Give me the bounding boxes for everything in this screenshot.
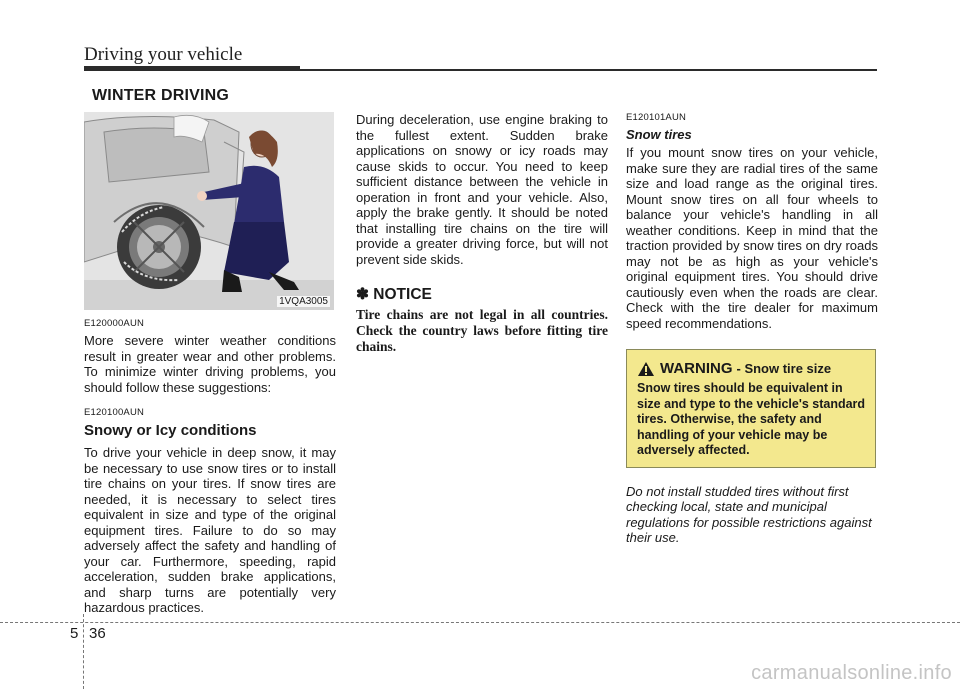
warning-triangle-icon [637, 361, 655, 377]
column-2 [356, 112, 608, 355]
footer-rule [0, 622, 960, 623]
notice-title: ✽ NOTICE [356, 286, 432, 303]
illustration-code: 1VQA3005 [279, 296, 328, 307]
snowy-code: E120100AUN [84, 407, 145, 418]
section-title: WINTER DRIVING [92, 87, 230, 104]
header-rule-thick [84, 66, 300, 71]
column-3 [626, 112, 878, 546]
warning-header [637, 360, 867, 377]
header-rule-thin [300, 69, 877, 71]
chapter-number: 5 [70, 625, 79, 642]
footer-divider [83, 614, 84, 689]
deceleration-paragraph: During deceleration, use engine braking to the fullest extent. Sudden brake applications on snowy or icy roads may cause skids to occur. You need to keep sufficient distance between the vehicle in operation in front and your vehicle. Also, apply the brake gently. It should be noted that installing tire chains on the tire will provide a greater driving force, but will not prevent side skids. [356, 112, 608, 267]
snowy-paragraph: To drive your vehicle in deep snow, it may be necessary to use snow tires or to install tire chains on your tires. If snow tires are needed, it is necessary to select tires equivalent in size and type of the original equipment tires. Failure to do so may adversely affect the safety and handling of your car. Furthermore, speeding, rapid acceleration, sudden brake applications, and sharp turns are potentially very hazardous practices. [84, 445, 336, 615]
intro-paragraph: More severe winter weather conditions result in greater wear and other problems. To minimize winter driving problems, you should follow these suggestions: [84, 333, 336, 395]
warning-box [626, 349, 876, 468]
notice-text: Tire chains are not legal in all countries. Check the country laws before fitting tire chains. [356, 307, 608, 354]
warning-subject: - Snow tire size [736, 361, 832, 376]
warning-label: WARNING [660, 360, 733, 377]
snowy-heading: Snowy or Icy conditions [84, 422, 257, 439]
studded-tires-paragraph: Do not install studded tires without first checking local, state and municipal regulations for possible restrictions against their use. [626, 483, 872, 545]
page-number: 36 [89, 625, 106, 642]
watermark-text: carmanualsonline.info [751, 662, 952, 684]
page-header-title: Driving your vehicle [84, 44, 243, 65]
column-1 [84, 112, 336, 616]
snow-tires-code: E120101AUN [626, 112, 687, 123]
illustration-drawing [84, 112, 334, 310]
snow-tires-heading: Snow tires [626, 127, 692, 142]
intro-code: E120000AUN [84, 318, 145, 329]
warning-text: Snow tires should be equivalent in size and type to the vehicle's standard tires. Otherwise, the safety and handling of your vehicle may be adversely affected. [637, 381, 866, 457]
snow-tires-paragraph: If you mount snow tires on your vehicle, make sure they are radial tires of the same size and load range as the original tires. Mount snow tires on all four wheels to balance your vehicle's handling in all weather conditions. Keep in mind that the traction provided by snow tires on dry roads may not be as high as your vehicle's original equipment tires. You should drive cautiously even when the roads are clear. Check with the tire dealer for maximum speed recommendations. [626, 145, 878, 331]
illustration-woman-installing-chains [84, 112, 334, 310]
